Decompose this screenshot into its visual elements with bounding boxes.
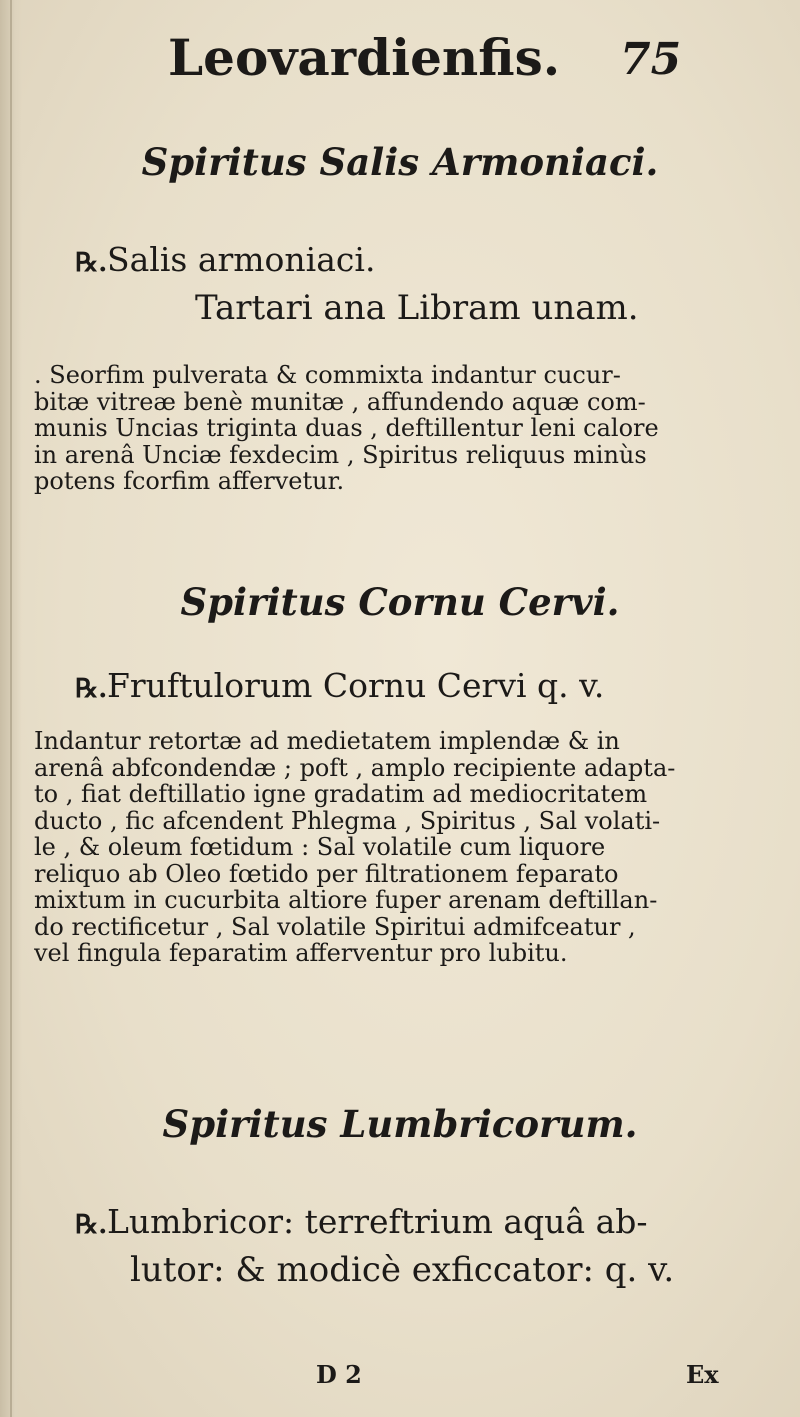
recipe-rx-icon: ℞.	[75, 1210, 108, 1240]
text-line: . Seorfim pulverata & commixta indantur cucur-	[34, 362, 621, 389]
paragraph	[34, 728, 764, 967]
signature-mark: D 2	[316, 1360, 362, 1389]
section-heading-spiritus-salis-armoniaci: Spiritus Salis Armoniaci.	[141, 140, 659, 184]
text-line: ducto , fic afcendent Phlegma , Spiritus , Sal volati-	[34, 807, 661, 834]
text-line: reliquo ab Oleo fœtido per filtrationem feparato	[34, 860, 619, 887]
running-title: Leovardienfis.	[168, 28, 561, 87]
text-line: potens fcorfim affervetur.	[34, 468, 345, 495]
recipe-text: Lumbricor: terreftrium aquâ ab-	[107, 1202, 648, 1241]
catchword: Ex	[686, 1360, 719, 1389]
paragraph	[34, 362, 764, 495]
text-line: munis Uncias triginta duas , deftillentur leni calore	[34, 415, 659, 442]
text-line: in arenâ Unciæ fexdecim , Spiritus reliquus minùs	[34, 441, 647, 468]
text-line: vel fingula feparatim afferventur pro lubitu.	[34, 940, 568, 967]
recipe-text: Salis armoniaci.	[107, 240, 376, 279]
page-header	[0, 20, 800, 90]
text-line: bitæ vitreæ benè munitæ , affundendo aquæ com-	[34, 388, 646, 415]
section-heading-spiritus-cornu-cervi: Spiritus Cornu Cervi.	[180, 580, 620, 624]
recipe-rx-icon: ℞.	[75, 248, 108, 278]
recipe-rx-icon: ℞.	[75, 674, 108, 704]
text-line: do rectificetur , Sal volatile Spiritui admifceatur ,	[34, 913, 636, 940]
recipe-line: lutor: & modicè exficcator: q. v.	[130, 1250, 675, 1290]
text-line: mixtum in cucurbita altiore fuper arenam deftillan-	[34, 887, 658, 914]
text-line: arenâ abfcondendæ ; poft , amplo recipiente adapta-	[34, 754, 676, 781]
recipe-line	[75, 1200, 648, 1247]
page-number: 75	[620, 34, 682, 85]
gutter-line	[10, 0, 12, 1417]
text-line: to , fiat deftillatio igne gradatim ad mediocritatem	[34, 781, 648, 808]
recipe-line	[75, 238, 375, 285]
recipe-line	[75, 664, 604, 711]
page-footer	[0, 1360, 800, 1400]
recipe-line: Tartari ana Libram unam.	[195, 288, 639, 328]
section-heading-spiritus-lumbricorum: Spiritus Lumbricorum.	[162, 1102, 638, 1146]
text-line: le , & oleum fœtidum : Sal volatile cum liquore	[34, 834, 606, 861]
text-line: Indantur retortæ ad medietatem implendæ & in	[34, 728, 620, 755]
recipe-text: Fruftulorum Cornu Cervi q. v.	[107, 666, 605, 705]
